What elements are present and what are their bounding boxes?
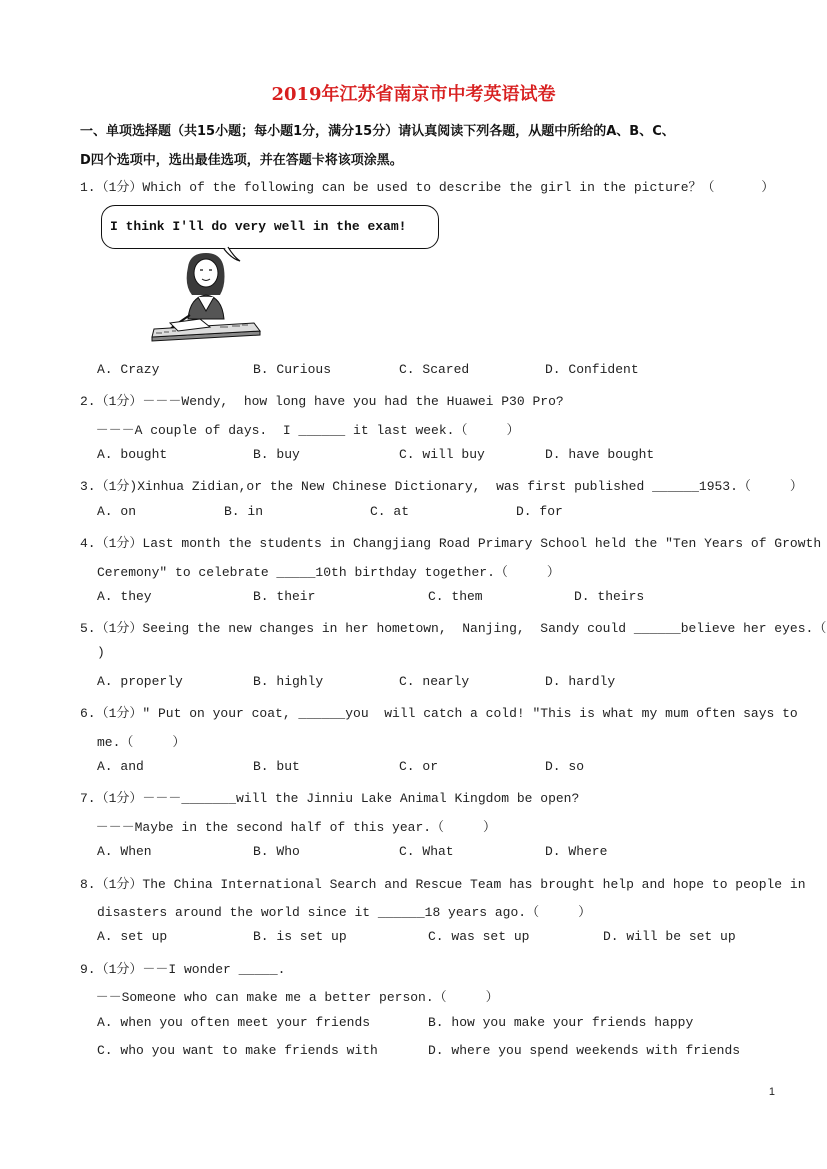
question-4-text: 4.（1分）Last month the students in Changjiang Road Primary School held the "Ten Years of Growth bbox=[80, 536, 822, 551]
question-1-option-a[interactable]: A. Crazy bbox=[97, 362, 160, 377]
question-8-option-d[interactable]: D. will be set up bbox=[603, 929, 736, 944]
girl-at-desk-illustration bbox=[150, 245, 270, 345]
question-3-option-d[interactable]: D. for bbox=[516, 504, 563, 519]
question-5-option-c[interactable]: C. nearly bbox=[399, 674, 470, 689]
question-6-option-b[interactable]: B. but bbox=[253, 759, 300, 774]
question-7-option-c[interactable]: C. What bbox=[399, 844, 454, 859]
instructions-line-1: 一、单项选择题（共15小题；每小题1分，满分15分）请认真阅读下列各题，从题中所给的A、B、C、 bbox=[80, 124, 675, 139]
question-7-text: 7.（1分）－－－_______will the Jinniu Lake Animal Kingdom be open? bbox=[80, 791, 580, 806]
question-5-text-line-2: ) bbox=[97, 645, 105, 660]
question-3-option-b[interactable]: B. in bbox=[224, 504, 264, 519]
question-6-text: 6.（1分）" Put on your coat, ______you will catch a cold! "This is what my mum often says to bbox=[80, 706, 798, 721]
question-7-text-line-2: －－－Maybe in the second half of this year.（ ） bbox=[80, 820, 497, 835]
question-9-text: 9.（1分）－－I wonder _____. bbox=[80, 962, 286, 977]
question-5-option-b[interactable]: B. highly bbox=[253, 674, 324, 689]
question-8-text-line-2: disasters around the world since it ______18 years ago.（ ） bbox=[97, 905, 592, 920]
question-7-option-b[interactable]: B. Who bbox=[253, 844, 300, 859]
page-title: 2019年江苏省南京市中考英语试卷 bbox=[271, 84, 556, 105]
question-2-text: 2.（1分）－－－Wendy, how long have you had the Huawei P30 Pro? bbox=[80, 394, 564, 409]
question-7-option-a[interactable]: A. When bbox=[97, 844, 152, 859]
question-8-option-a[interactable]: A. set up bbox=[97, 929, 168, 944]
question-3-option-c[interactable]: C. at bbox=[370, 504, 410, 519]
question-4-option-c[interactable]: C. them bbox=[428, 589, 483, 604]
question-4-option-b[interactable]: B. their bbox=[253, 589, 316, 604]
question-4-option-d[interactable]: D. theirs bbox=[574, 589, 645, 604]
question-2-option-c[interactable]: C. will buy bbox=[399, 447, 485, 462]
question-8-text: 8.（1分）The China International Search and Rescue Team has brought help and hope to people in bbox=[80, 877, 806, 892]
speech-bubble-text: I think I'll do very well in the exam! bbox=[110, 219, 407, 234]
question-9-option-b[interactable]: B. how you make your friends happy bbox=[428, 1015, 694, 1030]
question-2-option-b[interactable]: B. buy bbox=[253, 447, 300, 462]
question-2-option-a[interactable]: A. bought bbox=[97, 447, 168, 462]
question-8-option-b[interactable]: B. is set up bbox=[253, 929, 347, 944]
question-6-option-a[interactable]: A. and bbox=[97, 759, 144, 774]
question-9-option-d[interactable]: D. where you spend weekends with friends bbox=[428, 1043, 741, 1058]
question-1-option-b[interactable]: B. Curious bbox=[253, 362, 332, 377]
question-2-option-d[interactable]: D. have bought bbox=[545, 447, 655, 462]
question-5-option-a[interactable]: A. properly bbox=[97, 674, 183, 689]
question-7-option-d[interactable]: D. Where bbox=[545, 844, 608, 859]
question-5-text: 5.（1分）Seeing the new changes in her hometown, Nanjing, Sandy could ______believe her eyes.（ bbox=[80, 621, 827, 636]
instructions-line-2: D四个选项中，选出最佳选项，并在答题卡将该项涂黑。 bbox=[80, 153, 403, 168]
question-9-option-a[interactable]: A. when you often meet your friends bbox=[97, 1015, 371, 1030]
question-3-option-a[interactable]: A. on bbox=[97, 504, 137, 519]
question-6-option-d[interactable]: D. so bbox=[545, 759, 585, 774]
question-6-option-c[interactable]: C. or bbox=[399, 759, 439, 774]
question-1-option-d[interactable]: D. Confident bbox=[545, 362, 639, 377]
question-5-option-d[interactable]: D. hardly bbox=[545, 674, 616, 689]
question-1-text: 1.（1分）Which of the following can be used to describe the girl in the picture？（ ） bbox=[80, 180, 775, 195]
question-9-option-c[interactable]: C. who you want to make friends with bbox=[97, 1043, 378, 1058]
question-9-text-line-2: －－Someone who can make me a better person.（ ） bbox=[80, 990, 499, 1005]
question-4-text-line-2: Ceremony" to celebrate _____10th birthday together.（ ） bbox=[97, 565, 560, 580]
question-2-text-line-2: －－－A couple of days. I ______ it last week.（ ） bbox=[80, 423, 520, 438]
question-6-text-line-2: me.（ ） bbox=[97, 735, 186, 750]
question-8-option-c[interactable]: C. was set up bbox=[428, 929, 530, 944]
question-3-text: 3.（1分)Xinhua Zidian,or the New Chinese Dictionary, was first published ______1953.（ ） bbox=[80, 479, 803, 494]
question-1-option-c[interactable]: C. Scared bbox=[399, 362, 470, 377]
question-4-option-a[interactable]: A. they bbox=[97, 589, 152, 604]
page-number: 1 bbox=[768, 1086, 775, 1098]
